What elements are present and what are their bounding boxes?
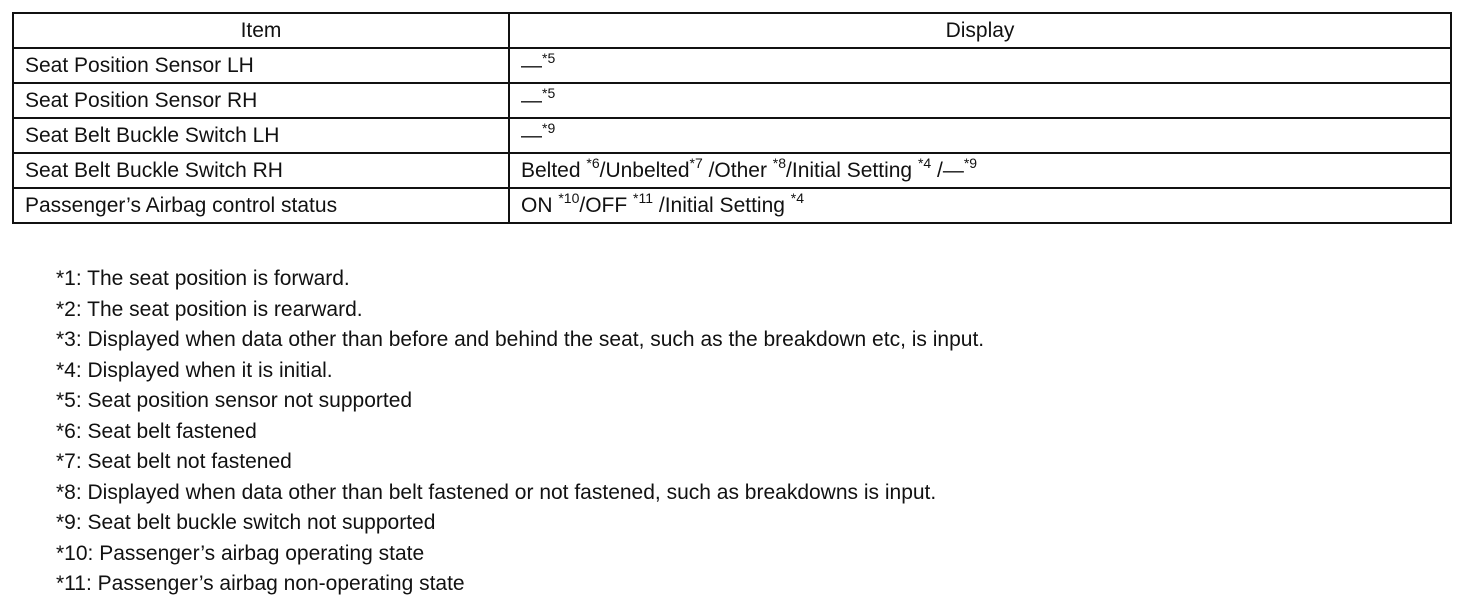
item-cell: Seat Position Sensor RH <box>13 83 509 118</box>
footnote-ref: *9 <box>963 155 978 171</box>
display-text: ON <box>521 194 559 217</box>
item-cell: Seat Belt Buckle Switch LH <box>13 118 509 153</box>
table-row <box>13 83 1451 118</box>
display-text: — <box>521 54 542 77</box>
footnote-ref: *6 <box>586 155 600 171</box>
footnote: *10: Passenger’s airbag operating state <box>56 541 425 565</box>
footnote: *8: Displayed when data other than belt fastened or not fastened, such as breakdowns is input. <box>56 480 937 504</box>
item-cell: Seat Position Sensor LH <box>13 48 509 83</box>
header-row <box>13 13 1451 48</box>
footnote-ref: *5 <box>542 85 556 101</box>
display-text: /Other <box>702 159 773 182</box>
table-row <box>13 48 1451 83</box>
footnote: *9: Seat belt buckle switch not supported <box>56 511 436 534</box>
footnote-ref: *11 <box>633 190 654 206</box>
display-cell <box>509 118 1451 153</box>
footnote-ref: *9 <box>542 120 556 136</box>
footnote-list <box>56 264 984 600</box>
footnote-ref: *4 <box>917 155 932 171</box>
display-spec-table <box>12 12 1452 224</box>
display-text: Belted <box>521 159 587 182</box>
footnote-ref: *4 <box>790 190 805 206</box>
display-text: /Unbelted <box>599 159 690 182</box>
footnote: *1: The seat position is forward. <box>56 267 350 290</box>
footnote: *7: Seat belt not fastened <box>56 450 292 473</box>
display-cell <box>509 153 1451 188</box>
footnote: *4: Displayed when it is initial. <box>56 358 333 382</box>
display-cell <box>509 188 1451 223</box>
footnote: *11: Passenger’s airbag non-operating state <box>56 572 465 595</box>
footnote: *3: Displayed when data other than before and behind the seat, such as the breakdown etc, is input. <box>56 328 985 351</box>
header-item: Item <box>13 13 509 48</box>
display-text: /OFF <box>579 194 634 217</box>
display-text: /Initial Setting <box>653 194 791 217</box>
display-cell <box>509 83 1451 118</box>
display-cell <box>509 48 1451 83</box>
footnote-ref: *8 <box>772 155 787 171</box>
item-cell: Seat Belt Buckle Switch RH <box>13 153 509 188</box>
display-text: /— <box>931 159 964 182</box>
header-display: Display <box>509 13 1451 48</box>
footnote: *5: Seat position sensor not supported <box>56 389 413 412</box>
footnote-ref: *10 <box>558 190 580 206</box>
display-text: /Initial Setting <box>786 159 918 182</box>
table-row <box>13 153 1451 188</box>
display-text: — <box>521 124 542 147</box>
table-row <box>13 188 1451 223</box>
display-text: — <box>521 89 542 112</box>
footnote: *2: The seat position is rearward. <box>56 297 363 321</box>
item-cell: Passenger’s Airbag control status <box>13 188 509 223</box>
footnote: *6: Seat belt fastened <box>56 419 257 443</box>
footnote-ref: *7 <box>689 155 703 171</box>
table-row <box>13 118 1451 153</box>
footnote-ref: *5 <box>542 50 556 66</box>
